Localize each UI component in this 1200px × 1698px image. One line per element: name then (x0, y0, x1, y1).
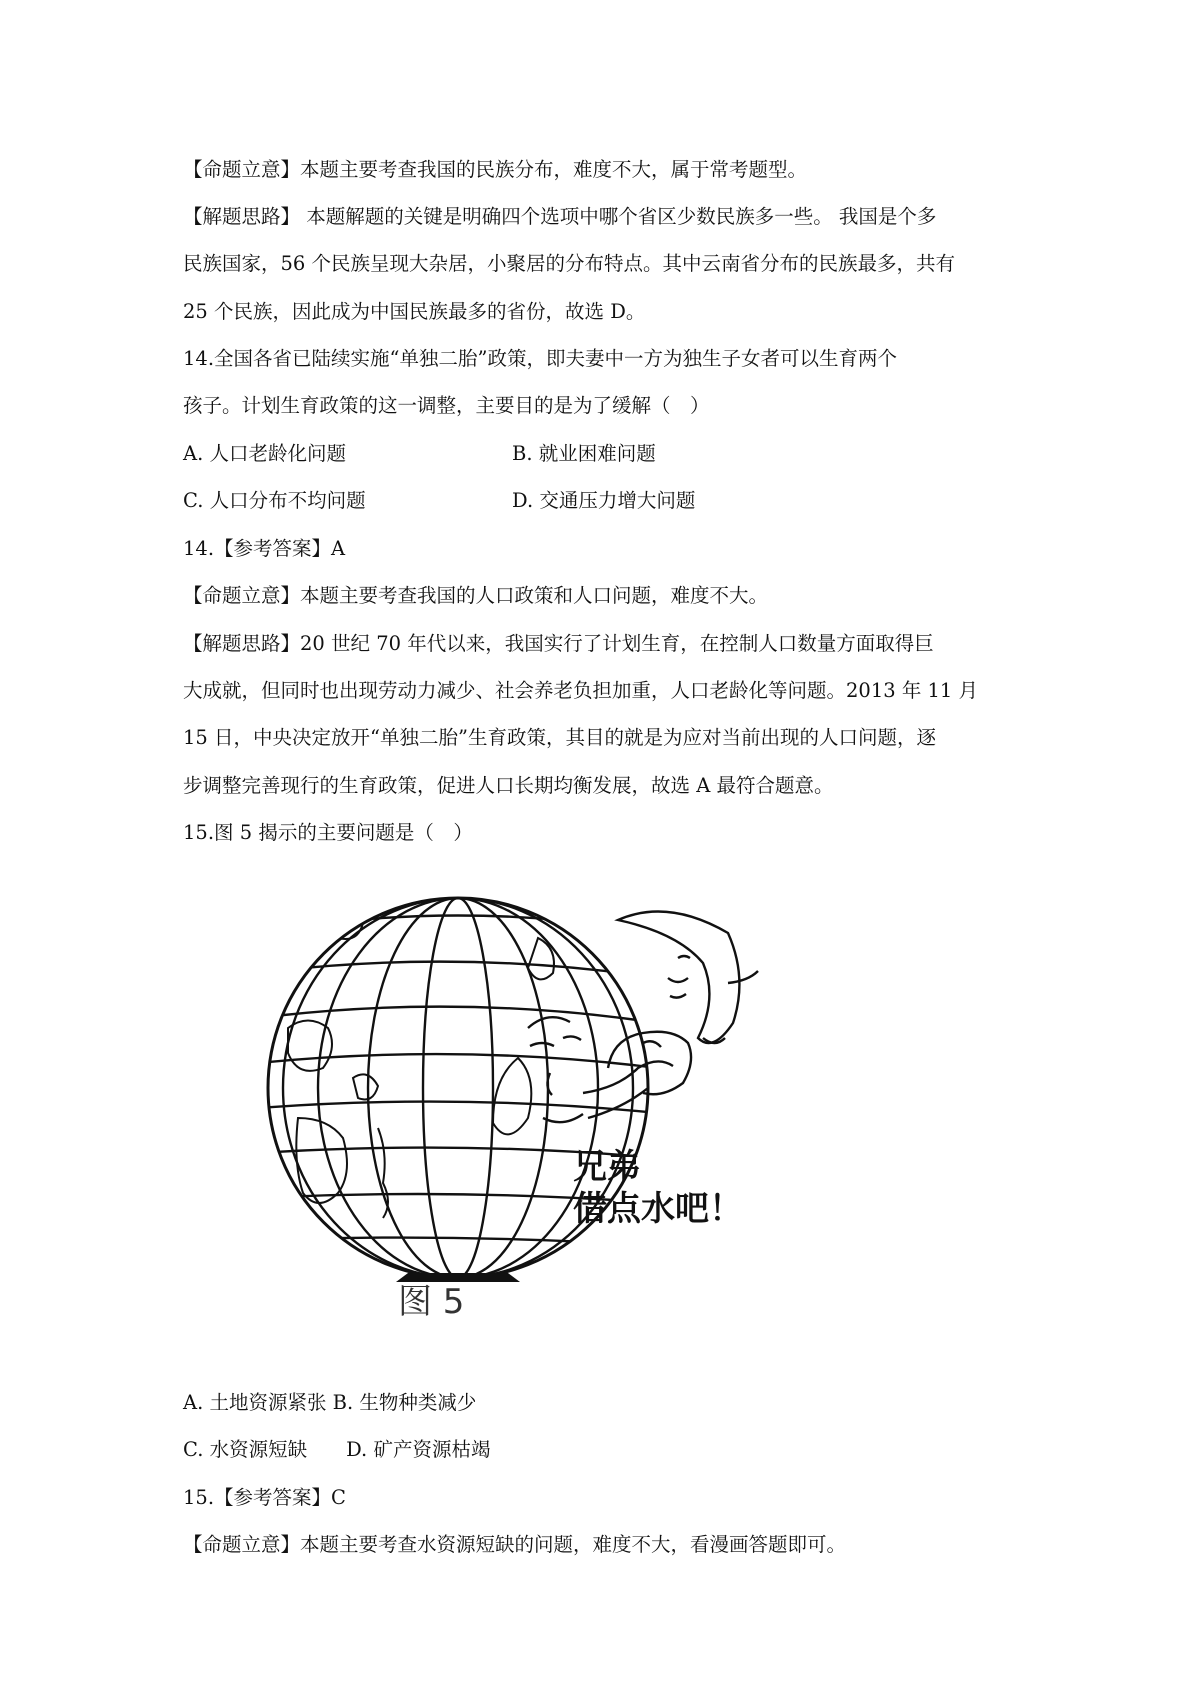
moon-illustration (618, 912, 758, 1043)
question-stem: 孩子。计划生育政策的这一调整，主要目的是为了缓解（ ） (183, 394, 710, 417)
text-line: 【解题思路】 本题解题的关键是明确四个选项中哪个省区少数民族多一些。 我国是个多 (183, 205, 937, 228)
options-line: A. 土地资源紧张 B. 生物种类减少 (183, 1391, 477, 1414)
options-line: C. 水资源短缺 D. 矿产资源枯竭 (183, 1438, 491, 1461)
figure-caption: 图 5 (398, 1282, 465, 1318)
text-line: 25 个民族，因此成为中国民族最多的省份，故选 D。 (183, 300, 646, 323)
answer-line: 15.【参考答案】C (183, 1486, 346, 1509)
answer-line: 14.【参考答案】A (183, 537, 346, 560)
globe-face-and-arm (528, 1017, 691, 1122)
text-line: 民族国家，56 个民族呈现大杂居，小聚居的分布特点。其中云南省分布的民族最多，共有 (183, 252, 956, 275)
figure-5-cartoon (258, 878, 778, 1318)
analysis-line: 步调整完善现行的生育政策，促进人口长期均衡发展，故选 A 最符合题意。 (183, 774, 834, 797)
analysis-line: 大成就，但同时也出现劳动力减少、社会养老负担加重，人口老龄化等问题。2013 年 11 月 (183, 679, 979, 702)
option-a: A. 人口老龄化问题 (183, 442, 346, 465)
option-d: D. 交通压力增大问题 (512, 489, 696, 512)
intent-line: 【命题立意】本题主要考查水资源短缺的问题，难度不大，看漫画答题即可。 (183, 1533, 847, 1556)
analysis-line: 【解题思路】20 世纪 70 年代以来，我国实行了计划生育，在控制人口数量方面取得巨 (183, 632, 934, 655)
analysis-line: 15 日，中央决定放开“单独二胎”生育政策，其目的就是为应对当前出现的人口问题，逐 (183, 726, 936, 749)
option-c: C. 人口分布不均问题 (183, 489, 366, 512)
speech-text-line-2: 借点水吧！ (573, 1189, 743, 1229)
intent-line: 【命题立意】本题主要考查我国的人口政策和人口问题，难度不大。 (183, 584, 769, 607)
question-stem: 15.图 5 揭示的主要问题是（ ） (183, 821, 473, 844)
speech-text-line-1: 兄弟 (573, 1147, 641, 1187)
question-stem: 14.全国各省已陆续实施“单独二胎”政策，即夫妻中一方为独生子女者可以生育两个 (183, 347, 897, 370)
text-line: 【命题立意】本题主要考查我国的民族分布，难度不大，属于常考题型。 (183, 158, 808, 181)
option-b: B. 就业困难问题 (512, 442, 656, 465)
